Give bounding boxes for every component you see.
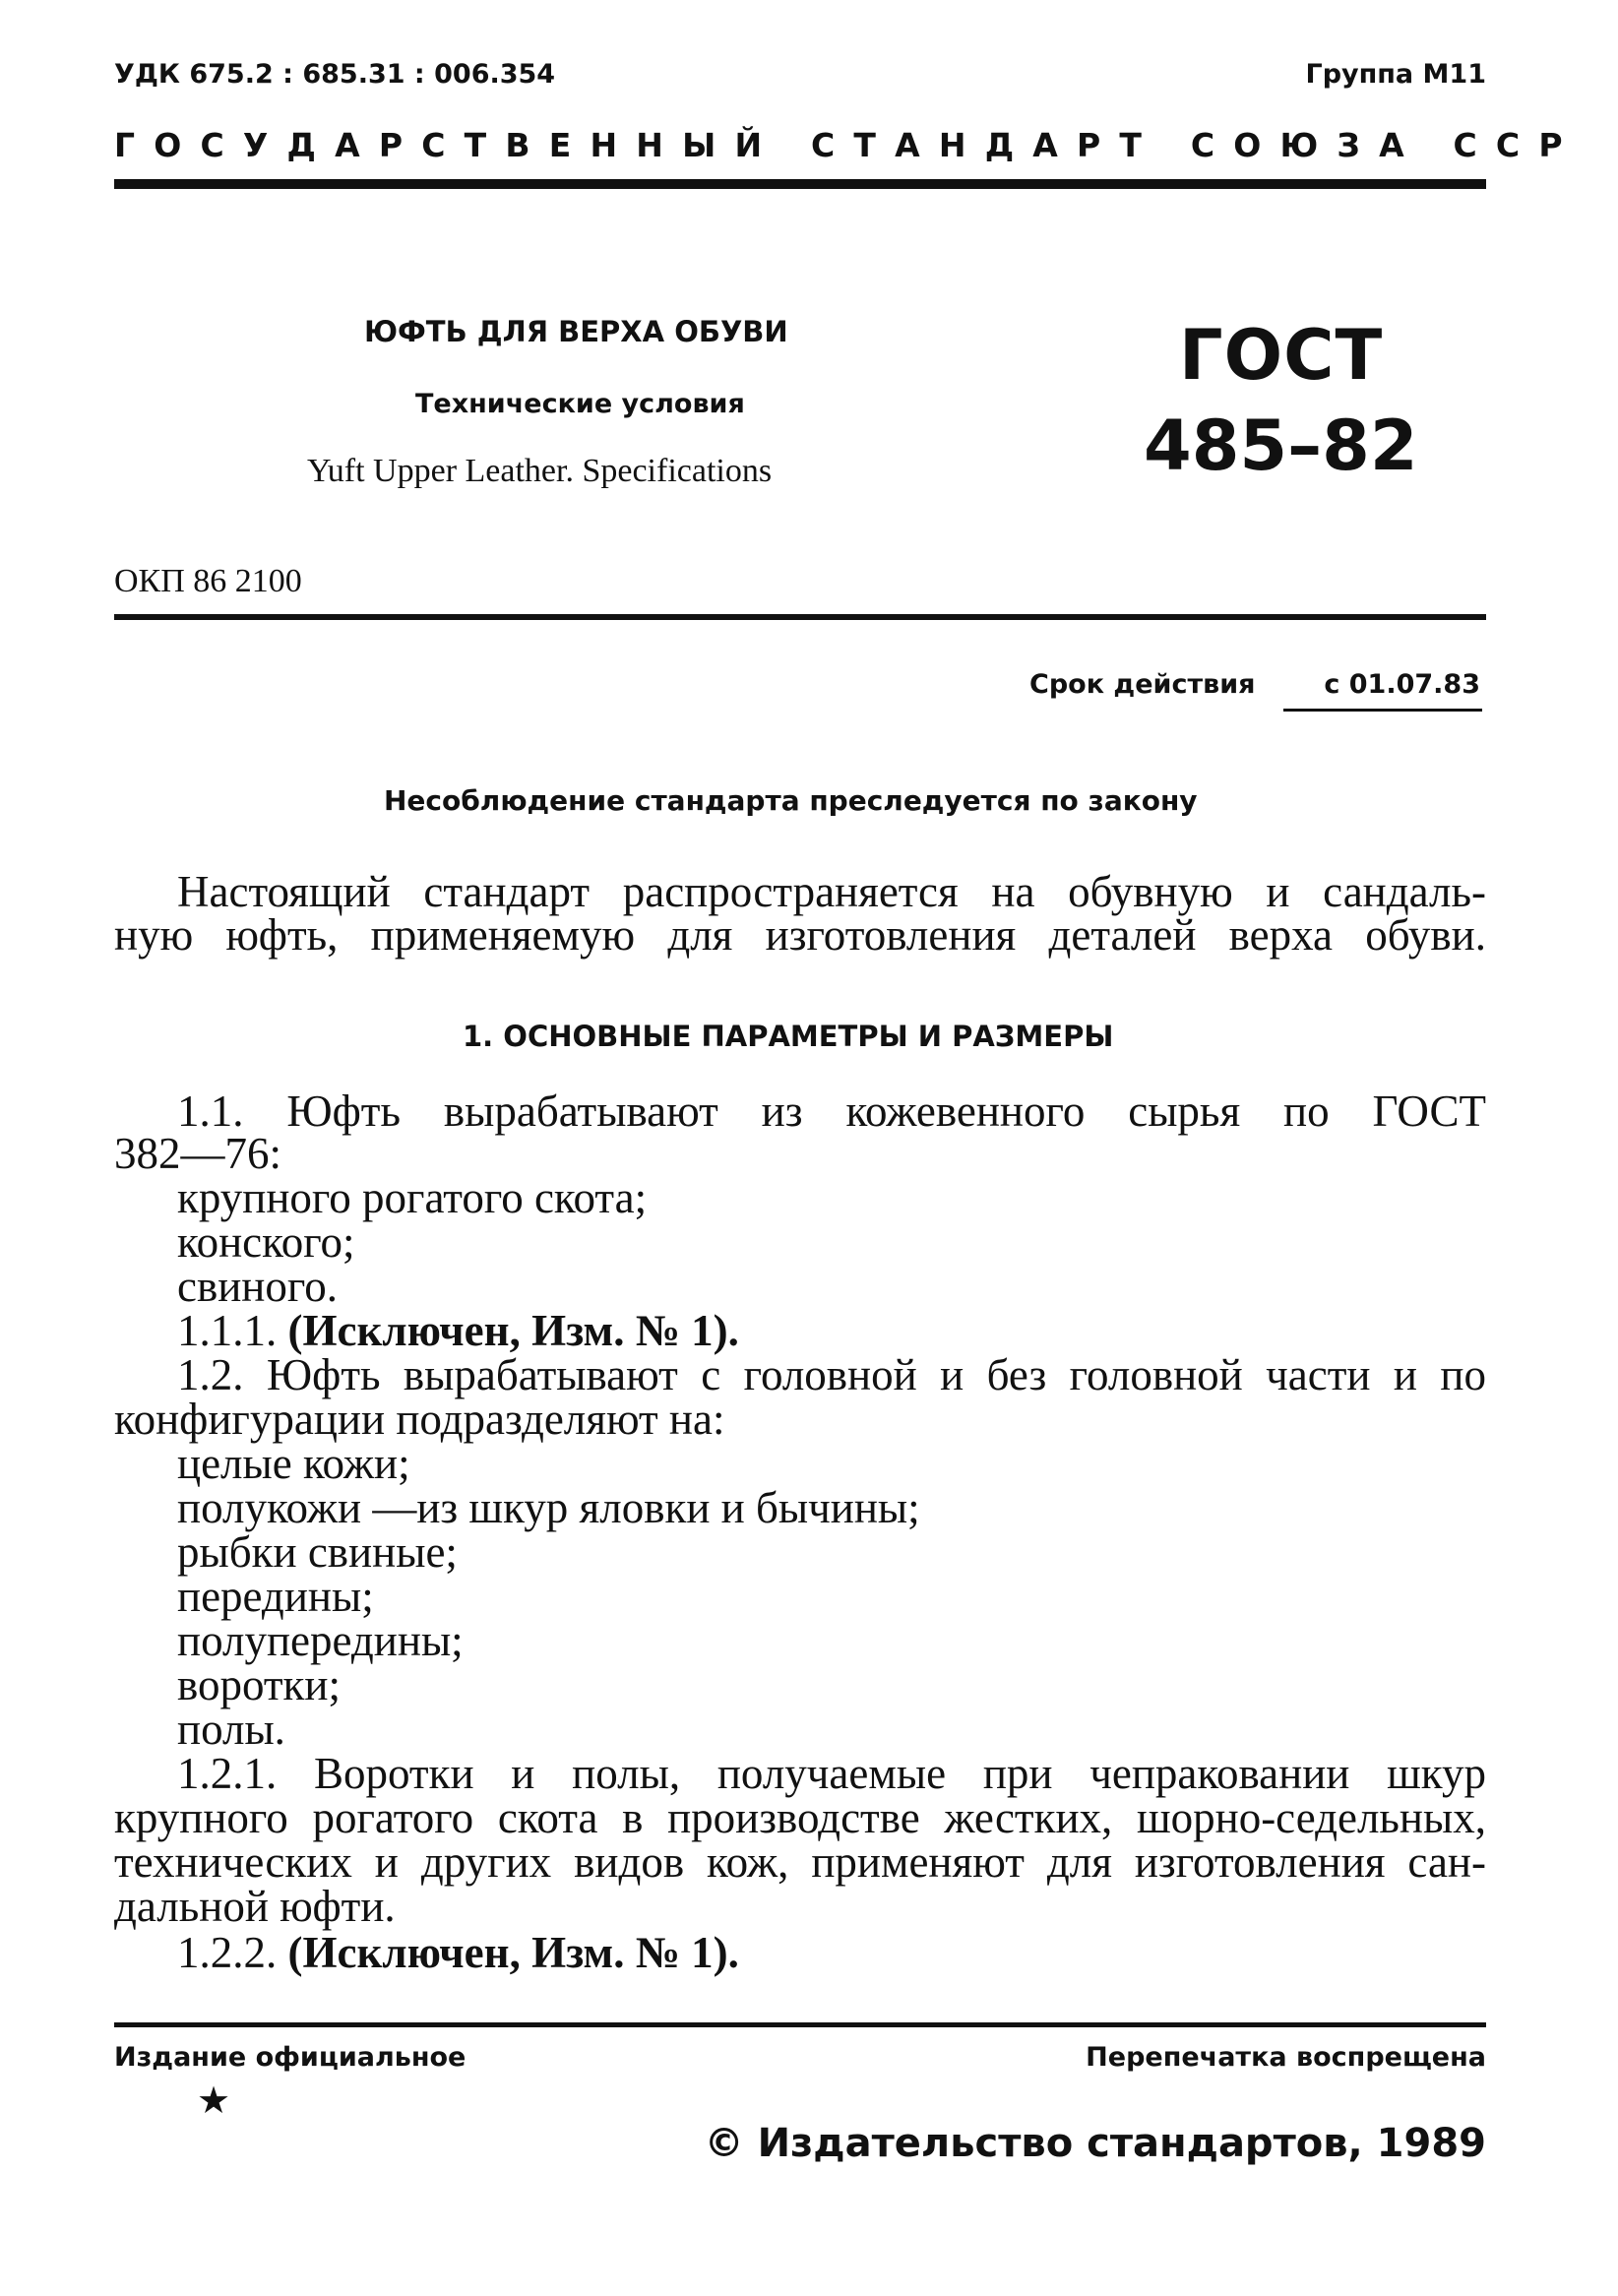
p1-1-1-excluded: (Исключен, Изм. № 1).: [287, 1306, 739, 1355]
p1-2-1-line-3: технических и других видов кож, применяют для изготовления сан-: [114, 1837, 1486, 1887]
list-item: полы.: [177, 1705, 285, 1754]
english-title: Yuft Upper Leather. Specifications: [307, 453, 773, 489]
title-rule: [114, 614, 1486, 620]
okp-code: ОКП 86 2100: [114, 563, 302, 599]
p1-2-1-line-1: 1.2.1. Воротки и полы, получаемые при чепраковании шкур: [177, 1749, 1486, 1798]
p1-2-line-2: конфигурации подразделяют на:: [114, 1395, 725, 1444]
gost-label: ГОСТ: [1179, 315, 1384, 396]
list-item: крупного рогатого скота;: [177, 1173, 648, 1222]
section-1-heading: 1. ОСНОВНЫЕ ПАРАМЕТРЫ И РАЗМЕРЫ: [463, 1020, 1114, 1053]
state-standard-banner: ГОСУДАРСТВЕННЫЙ СТАНДАРТ СОЮЗА ССР: [114, 126, 1582, 164]
p1-1-1-number: 1.1.1.: [177, 1306, 278, 1355]
p1-1-line-2: 382—76:: [114, 1129, 282, 1178]
standard-title: ЮФТЬ ДЛЯ ВЕРХА ОБУВИ: [364, 315, 788, 348]
list-item: полупередины;: [177, 1616, 464, 1665]
p1-1-line-1: 1.1. Юфть вырабатывают из кожевенного сырья по ГОСТ: [177, 1086, 1486, 1136]
list-item: полукожи —из шкур яловки и бычины;: [177, 1483, 920, 1532]
list-item: целые кожи;: [177, 1439, 410, 1488]
p1-2-1-line-4: дальной юфти.: [114, 1882, 396, 1931]
list-item: свиного.: [177, 1262, 338, 1311]
validity-label: Срок действия: [1029, 669, 1256, 700]
official-edition: Издание официальное: [114, 2042, 467, 2073]
list-item: рыбки свиные;: [177, 1527, 458, 1577]
intro-line-2: ную юфть, применяемую для изготовления деталей верха обуви.: [114, 910, 1486, 960]
list-item: воротки;: [177, 1660, 341, 1709]
p1-2-2: [177, 1928, 739, 1977]
footer-rule: [114, 2022, 1486, 2027]
list-item: передины;: [177, 1572, 374, 1621]
p1-2-line-1: 1.2. Юфть вырабатывают с головной и без головной части и по: [177, 1350, 1486, 1399]
p1-2-2-number: 1.2.2.: [177, 1928, 278, 1977]
legal-notice: Несоблюдение стандарта преследуется по закону: [384, 784, 1198, 817]
star-icon: ★: [197, 2079, 231, 2122]
list-item: конского;: [177, 1217, 355, 1267]
intro-line-1: Настоящий стандарт распространяется на обувную и сандаль-: [177, 867, 1486, 916]
gost-number: 485–82: [1144, 405, 1418, 486]
reprint-prohibited: Перепечатка воспрещена: [1086, 2042, 1486, 2073]
p1-1-1: [177, 1306, 739, 1355]
p1-2-2-excluded: (Исключен, Изм. № 1).: [287, 1928, 739, 1977]
standard-subtitle: Технические условия: [415, 389, 745, 419]
copyright-notice: © Издательство стандартов, 1989: [704, 2121, 1486, 2166]
p1-2-1-line-2: крупного рогатого скота в производстве жестких, шорно-седельных,: [114, 1793, 1486, 1842]
udk-code: УДК 675.2 : 685.31 : 006.354: [114, 59, 556, 90]
group-code: Группа М11: [1305, 59, 1486, 90]
validity-date: с 01.07.83: [1324, 669, 1480, 700]
header-rule: [114, 179, 1486, 189]
validity-date-field: [1283, 669, 1482, 712]
